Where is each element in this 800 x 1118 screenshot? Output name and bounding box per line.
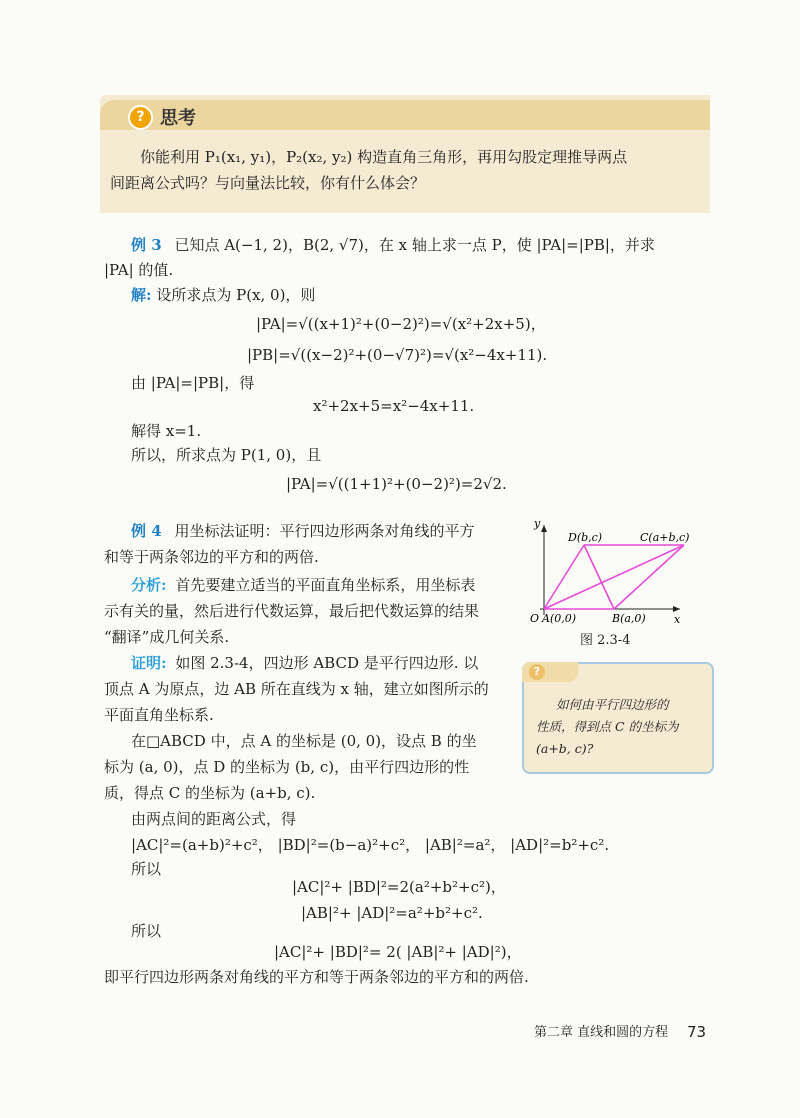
analysis-text-2: 示有关的量，然后进行代数运算，最后把代数运算的结果 [104,602,480,620]
hint-line-2: 性质，得到点 C 的坐标为 [536,719,679,734]
point-c-label: C(a+b,c) [640,531,690,544]
think-text-line-2: 间距离公式吗？与向量法比较，你有什么体会？ [110,174,426,192]
x-axis-label: x [674,613,681,625]
diagonal-bd [584,545,614,609]
solution-3 [131,284,315,306]
so-2: 所以 [131,922,162,940]
think-title: 思考 [160,108,196,129]
analysis-text-1: 首先要建立适当的平面直角坐标系，用坐标表 [175,576,476,594]
equation-distances: |AC|²=(a+b)²+c²， |BD|²=(b−a)²+c²， |AB|²=a²， |AD|²=b²+c². [131,836,610,854]
example-3 [131,234,655,256]
chapter-title: 第二章 直线和圆的方程 [534,1025,669,1040]
question-icon: ? [529,664,545,680]
think-text-line-1: 你能利用 P₁(x₁, y₁)，P₂(x₂, y₂) 构造直角三角形，再用勾股定理推导两点 [140,148,628,166]
parallelogram-figure [520,515,720,625]
origin-label: O [530,612,540,625]
solution-text-1: 设所求点为 P(x, 0)，则 [156,286,316,304]
example-4-label: 例 4 [131,522,162,540]
point-a-label: A(0,0) [542,612,577,625]
equation-final: |AC|²+ |BD|²= 2( |AB|²+ |AD|²)， [274,943,522,961]
hint-line-3: (a+b, c)? [536,741,594,756]
proof-text-4: 在□ABCD 中，点 A 的坐标是 (0, 0)，设点 B 的坐 [131,732,477,750]
step-1: 由 |PA|=|PB|，得 [131,374,255,392]
proof-text-7: 由两点间的距离公式，得 [131,810,297,828]
equation-sides: |AB|²+ |AD|²=a²+b²+c². [301,904,483,922]
proof-text-6: 质，得点 C 的坐标为 (a+b, c). [104,784,316,802]
figure-caption: 图 2.3-4 [580,633,631,648]
side-bc [614,545,684,609]
step-3: 所以，所求点为 P(1, 0)，且 [131,446,322,464]
solution-label: 解: [131,286,152,304]
question-icon: ? [128,105,153,130]
step-2: 解得 x=1. [131,422,202,440]
proof [131,652,478,674]
analysis-text-3: “翻译”成几何关系. [104,628,230,646]
proof-label: 证明: [131,654,167,672]
equation-pa: |PA|=√((x+1)²+(0−2)²)=√(x²+2x+5)， [256,315,546,333]
example-3-text-2: |PA| 的值. [104,261,174,279]
proof-text-5: 标为 (a, 0)，点 D 的坐标为 (b, c)，由平行四边形的性 [104,758,470,776]
point-d-label: D(b,c) [568,531,603,544]
proof-text-1: 如图 2.3-4，四边形 ABCD 是平行四边形. 以 [175,654,479,672]
equation-pa-value: |PA|=√((1+1)²+(0−2)²)=2√2. [286,475,507,493]
so-1: 所以 [131,860,162,878]
example-4-text-1: 用坐标法证明：平行四边形两条对角线的平方 [174,522,475,540]
equation-pb: |PB|=√((x−2)²+(0−√7)²)=√(x²−4x+11). [247,346,548,364]
conclusion: 即平行四边形两条对角线的平方和等于两条邻边的平方和的两倍. [104,968,529,986]
y-axis-arrow [541,525,547,532]
proof-text-3: 平面直角坐标系. [104,706,214,724]
example-3-label: 例 3 [131,236,162,254]
y-axis-label: y [534,517,541,530]
analysis [131,574,475,596]
diagonal-ac [544,545,684,609]
page-number: 73 [687,1023,707,1041]
analysis-label: 分析: [131,576,167,594]
example-3-text-1: 已知点 A(−1, 2)，B(2, √7)，在 x 轴上求一点 P，使 |PA|=|PB|，并求 [174,236,655,254]
example-4-text-2: 和等于两条邻边的平方和的两倍. [104,548,319,566]
equation-solve: x²+2x+5=x²−4x+11. [313,397,475,415]
equation-diagonals: |AC|²+ |BD|²=2(a²+b²+c²)， [292,878,506,896]
proof-text-2: 顶点 A 为原点，边 AB 所在直线为 x 轴，建立如图所示的 [104,680,489,698]
point-b-label: B(a,0) [612,612,646,625]
x-axis-arrow [673,606,680,612]
example-4 [131,520,474,542]
hint-line-1: 如何由平行四边形的 [556,697,669,712]
